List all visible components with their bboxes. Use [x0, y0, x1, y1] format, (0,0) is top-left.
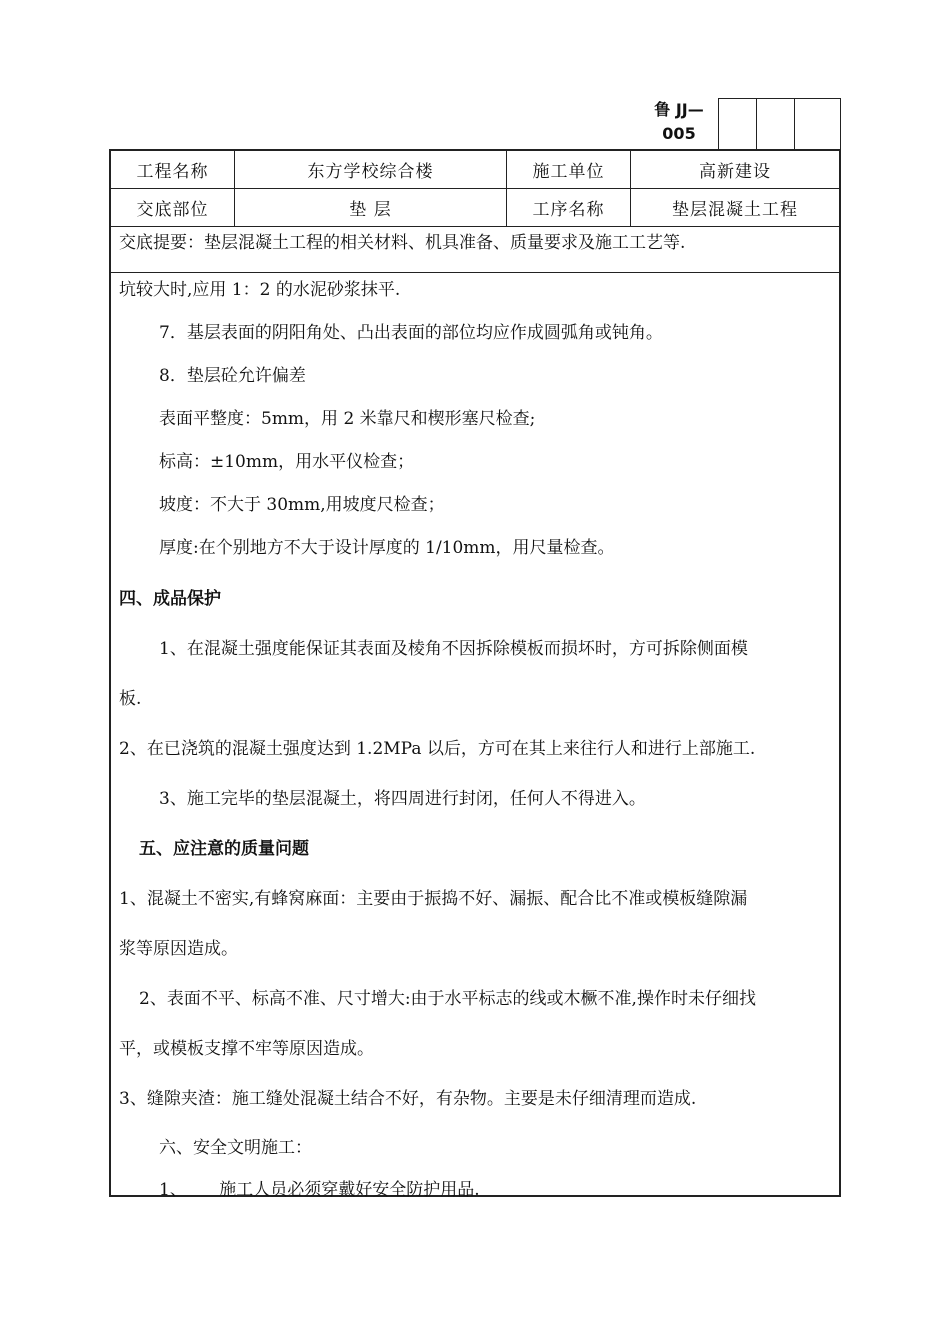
body-line: 8．垫层砼允许偏差: [159, 366, 306, 386]
body-line: 3、施工完毕的垫层混凝土，将四周进行封闭，任何人不得进入。: [159, 789, 646, 809]
body-line: 3、缝隙夹渣：施工缝处混凝土结合不好，有杂物。主要是未仔细清理而造成.: [119, 1089, 697, 1109]
document-code: 鲁 JJ—005: [654, 100, 704, 143]
code-box: [718, 99, 756, 149]
body-line: 1、 施工人员必须穿戴好安全防护用品.: [159, 1180, 480, 1200]
unit-value: 高新建设: [699, 162, 771, 182]
summary: 交底提要：垫层混凝土工程的相关材料、机具准备、质量要求及施工工艺等.: [111, 227, 839, 273]
body-line: 1、在混凝土强度能保证其表面及棱角不因拆除模板而损坏时，方可拆除侧面模: [159, 639, 748, 659]
header-row-2: [111, 189, 839, 227]
body-line: 标高：±10mm，用水平仪检查；: [159, 452, 415, 472]
project-value: 东方学校综合楼: [235, 151, 507, 188]
part-label: 交底部位: [111, 189, 235, 226]
section-heading: 四、成品保护: [119, 589, 221, 609]
body-line: 2、表面不平、标高不准、尺寸增大:由于水平标志的线或木橛不准,操作时未仔细找: [139, 989, 756, 1009]
disclosure-table: [109, 149, 841, 1200]
process-label: 工序名称: [507, 189, 631, 226]
body-line: 1、混凝土不密实,有蜂窝麻面：主要由于振捣不好、漏振、配合比不准或模板缝隙漏: [119, 889, 748, 909]
body-line: 板.: [119, 689, 142, 709]
body-line: 平，或模板支撑不牢等原因造成。: [119, 1039, 374, 1059]
body-line: 表面平整度：5mm，用 2 米靠尺和楔形塞尺检查;: [159, 409, 536, 429]
body-line: 7．基层表面的阴阳角处、凸出表面的部位均应作成圆弧角或钝角。: [159, 323, 663, 343]
header-row-1: [111, 151, 839, 189]
body-line: 浆等原因造成。: [119, 939, 238, 959]
code-boxes: [718, 98, 841, 149]
code-box: [756, 99, 794, 149]
body-line: 坡度：不大于 30mm,用坡度尺检查；: [159, 495, 445, 515]
section-heading: 六、安全文明施工：: [159, 1138, 312, 1158]
process-value: 垫层混凝土工程: [672, 200, 798, 220]
section-heading: 五、应注意的质量问题: [139, 839, 309, 859]
code-box: [794, 99, 841, 149]
body-line: 厚度:在个别地方不大于设计厚度的 1/10mm，用尺量检查。: [159, 538, 615, 558]
body-line: 2、在已浇筑的混凝土强度达到 1.2MPa 以后，方可在其上来往行人和进行上部施工.: [119, 739, 756, 759]
part-value: 垫 层: [235, 189, 507, 226]
body-line: 坑较大时,应用 1：2 的水泥砂浆抹平.: [119, 280, 401, 300]
project-label: 工程名称: [111, 151, 235, 188]
unit-label: 施工单位: [507, 151, 631, 188]
